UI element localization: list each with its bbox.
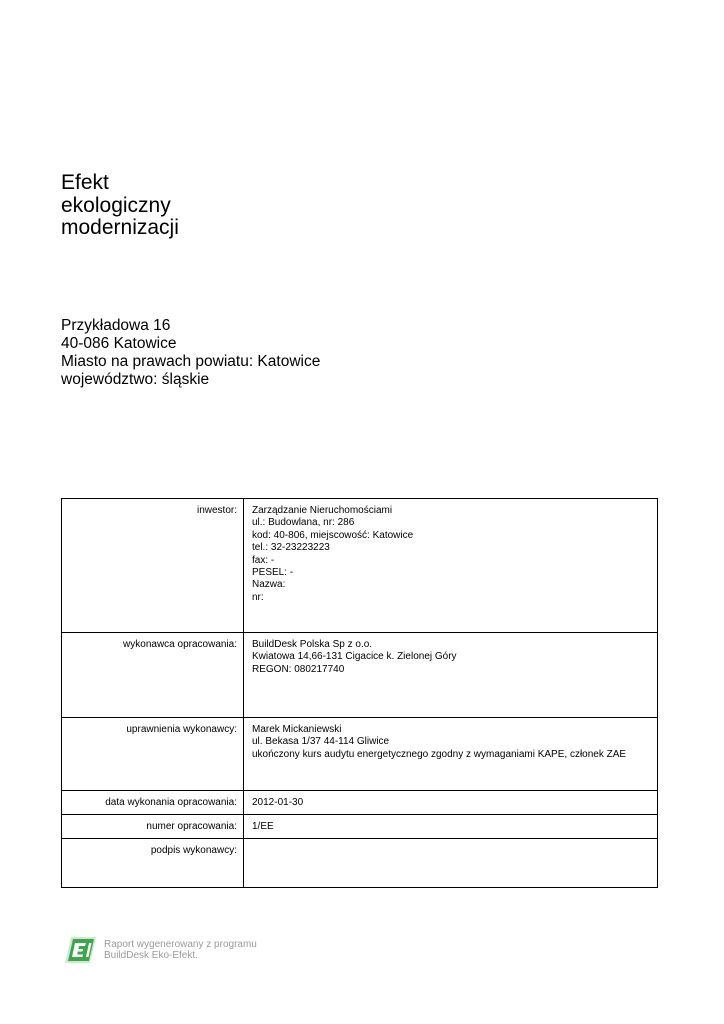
investor-line: Nazwa: — [252, 579, 286, 591]
qualifications-value — [244, 718, 658, 791]
date-row — [62, 791, 658, 815]
qualifications-label: uprawnienia wykonawcy: — [62, 718, 244, 791]
document-title — [61, 172, 179, 240]
investor-line: nr: — [252, 591, 264, 603]
investor-line: tel.: 32-23223223 — [252, 542, 330, 554]
contractor-value — [244, 633, 658, 718]
investor-row — [62, 499, 658, 633]
footer-line-1: Raport wygenerowany z programu — [104, 939, 257, 950]
investor-line: Zarządzanie Nieruchomościami — [252, 505, 393, 516]
investor-line: ul.: Budowlana, nr: 286 — [252, 517, 355, 529]
address-county: Miasto na prawach powiatu: Katowice — [61, 353, 321, 370]
number-label: numer opracowania: — [62, 815, 244, 839]
contractor-row — [62, 633, 658, 718]
number-row — [62, 815, 658, 839]
contractor-line: Kwiatowa 14,66-131 Cigacice k. Zielonej Góry — [252, 651, 457, 663]
investor-value — [244, 499, 658, 633]
signature-row — [62, 839, 658, 888]
contractor-line: REGON: 080217740 — [252, 663, 345, 675]
building-address — [61, 317, 320, 389]
date-value: 2012-01-30 — [244, 791, 658, 815]
address-postal-city: 40-086 Katowice — [61, 335, 177, 352]
title-line-1: Efekt — [61, 171, 109, 194]
investor-label: inwestor: — [62, 499, 244, 633]
signature-value — [244, 839, 658, 888]
address-street: Przykładowa 16 — [61, 317, 171, 334]
info-table — [61, 498, 658, 888]
qualifications-row — [62, 718, 658, 791]
number-value: 1/EE — [244, 815, 658, 839]
title-line-2: ekologiczny — [61, 193, 171, 217]
footer-text — [104, 939, 257, 961]
footer-line-2: BuildDesk Eko-Efekt. — [104, 950, 198, 961]
qualifications-line: ul. Bekasa 1/37 44-114 Gliwice — [252, 736, 390, 748]
investor-line: PESEL: - — [252, 567, 294, 579]
qualifications-line: ukończony kurs audytu energetycznego zgodny z wymaganiami KAPE, członek ZAE — [252, 748, 627, 760]
contractor-label: wykonawca opracowania: — [62, 633, 244, 718]
investor-line: kod: 40-806, miejscowość: Katowice — [252, 529, 414, 541]
report-footer — [61, 936, 321, 964]
contractor-line: BuildDesk Polska Sp z o.o. — [252, 639, 373, 650]
qualifications-line: Marek Mickaniewski — [252, 724, 342, 735]
investor-line: fax: - — [252, 554, 275, 566]
address-voivodeship: województwo: śląskie — [61, 371, 210, 388]
eko-efekt-logo-icon — [61, 936, 97, 964]
signature-label: podpis wykonawcy: — [62, 839, 244, 888]
title-line-3: modernizacji — [61, 216, 179, 239]
date-label: data wykonania opracowania: — [62, 791, 244, 815]
